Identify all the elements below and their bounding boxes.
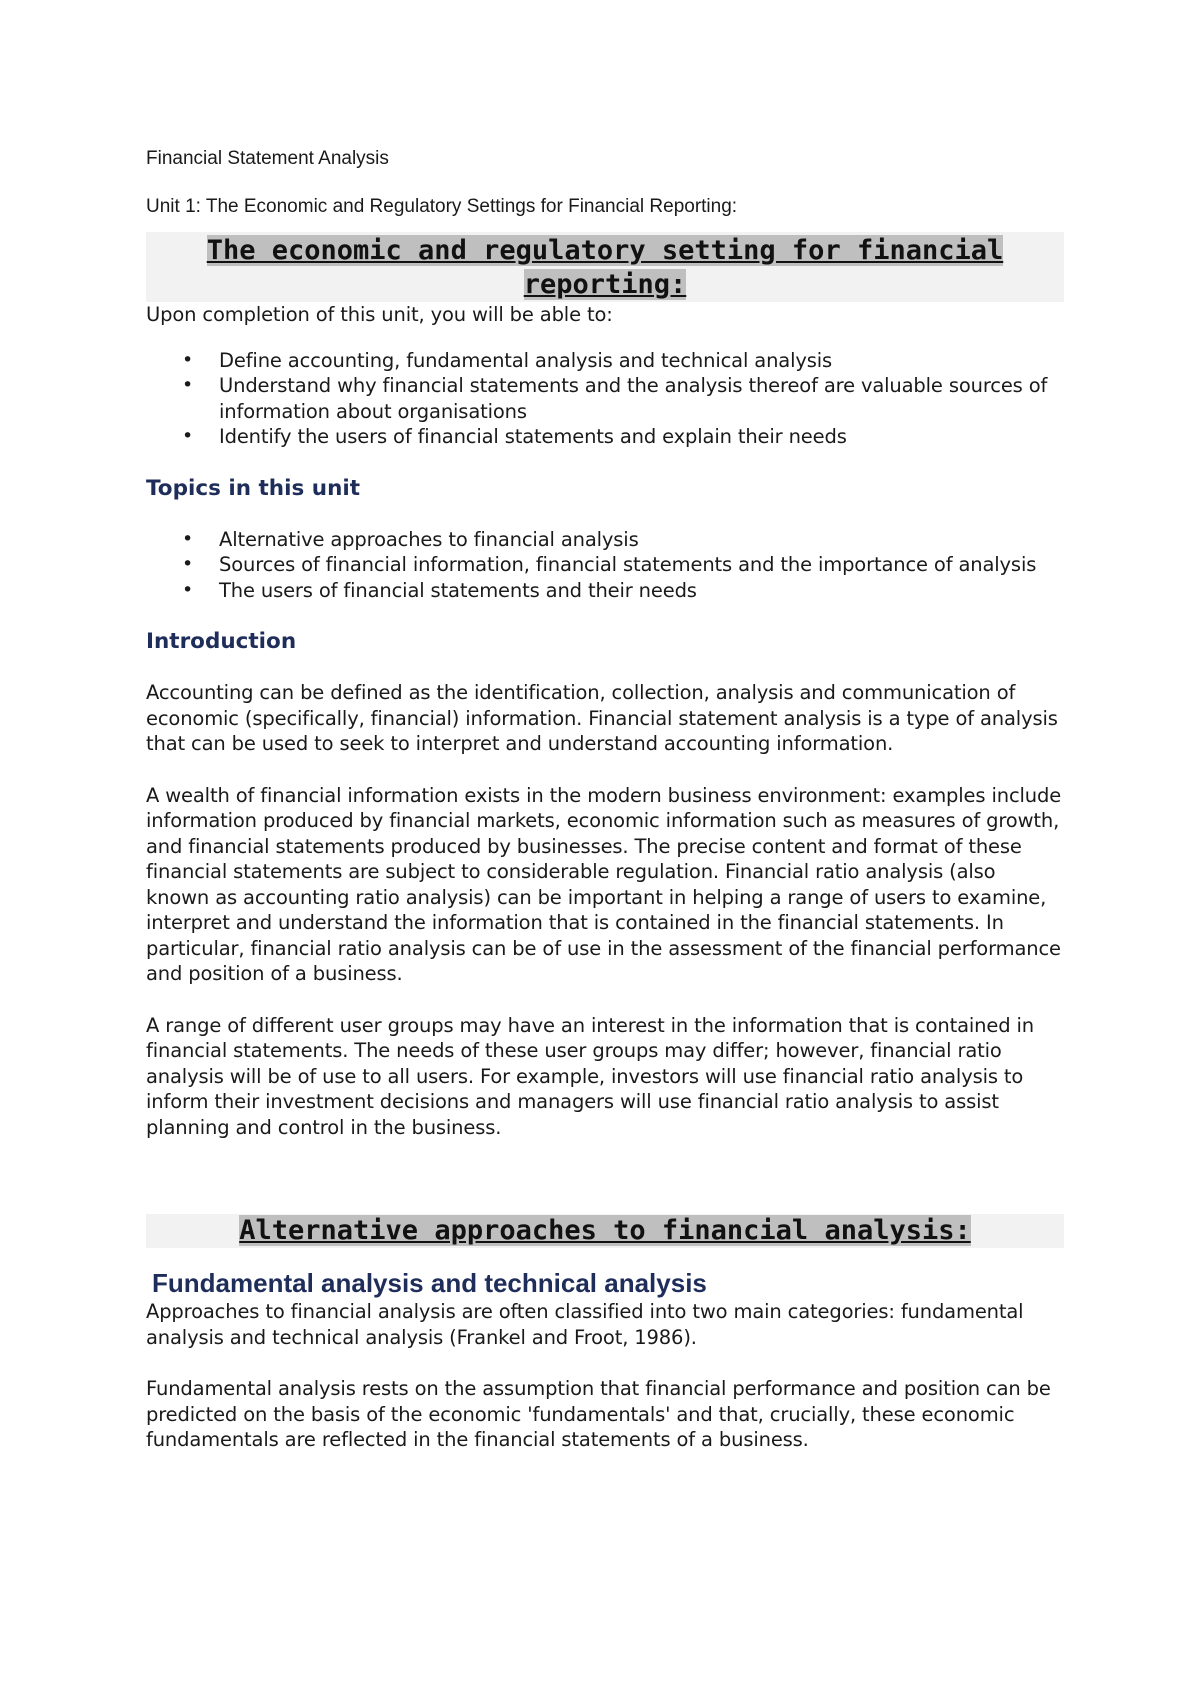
objectives-intro: Upon completion of this unit, you will be able to: bbox=[146, 303, 613, 326]
list-item: • Define accounting, fundamental analysis and technical analysis bbox=[182, 348, 833, 372]
list-item: • Identify the users of financial statements and explain their needs bbox=[182, 425, 847, 448]
unit-banner-heading bbox=[146, 232, 1064, 302]
section-banner-heading bbox=[146, 1214, 1064, 1248]
fundamental-paragraph: Approaches to financial analysis are often classified into two main categories: fundamental analysis and technical analysis (Frankel and Froot, 1986). bbox=[146, 1300, 1024, 1349]
document-title: Financial Statement Analysis bbox=[146, 148, 389, 169]
document-content bbox=[146, 148, 1064, 1453]
bullet-icon: • bbox=[182, 553, 194, 575]
list-item: • Alternative approaches to financial analysis bbox=[182, 527, 639, 551]
bullet-icon: • bbox=[182, 348, 194, 371]
topics-list bbox=[146, 527, 1064, 604]
unit-banner-text: The economic and regulatory setting for financial reporting: bbox=[206, 235, 1004, 300]
fundamental-heading: Fundamental analysis and technical analysis bbox=[152, 1268, 707, 1298]
unit-title: Unit 1: The Economic and Regulatory Settings for Financial Reporting: bbox=[146, 196, 738, 217]
list-item: • Sources of financial information, financial statements and the importance of analysis bbox=[182, 553, 1037, 576]
introduction-paragraph: A range of different user groups may have an interest in the information that is contained in financial statements. The needs of these user groups may differ; however, financial ratio analysis will be of use to all users. For example, investors will use financial ratio analysis to inform their investment decisions and managers will use financial ratio analysis to assist planning and control in the business. bbox=[146, 1013, 1034, 1139]
fundamental-paragraph: Fundamental analysis rests on the assumption that financial performance and position can be predicted on the basis of the economic 'fundamentals' and that, crucially, these economic fundamentals are reflected in the financial statements of a business. bbox=[146, 1377, 1051, 1451]
list-item: • Understand why financial statements and the analysis thereof are valuable sources of information about organisations bbox=[182, 374, 1048, 423]
bullet-icon: • bbox=[182, 374, 194, 396]
introduction-paragraph: A wealth of financial information exists in the modern business environment: examples include information produced by financial markets, economic information such as measures of growth, and financial statements produced by businesses. The precise content and format of these financial statements are subject to considerable regulation. Financial ratio analysis (also known as accounting ratio analysis) can be important in helping a range of users to examine, interpret and understand the information that is contained in the financial statements. In particular, financial ratio analysis can be of use in the assessment of the financial performance and position of a business. bbox=[146, 783, 1062, 985]
introduction-paragraph: Accounting can be defined as the identification, collection, analysis and communication of economic (specifically, financial) information. Financial statement analysis is a type of analysis that can be used to seek to interpret and understand accounting information. bbox=[146, 681, 1058, 755]
section-banner-text: Alternative approaches to financial analysis: bbox=[239, 1215, 971, 1246]
introduction-heading: Introduction bbox=[146, 629, 297, 654]
bullet-icon: • bbox=[182, 527, 194, 550]
list-item: • The users of financial statements and their needs bbox=[182, 578, 697, 602]
topics-heading: Topics in this unit bbox=[146, 475, 361, 501]
bullet-icon: • bbox=[182, 578, 194, 601]
bullet-icon: • bbox=[182, 425, 194, 447]
objectives-list bbox=[146, 348, 1064, 450]
